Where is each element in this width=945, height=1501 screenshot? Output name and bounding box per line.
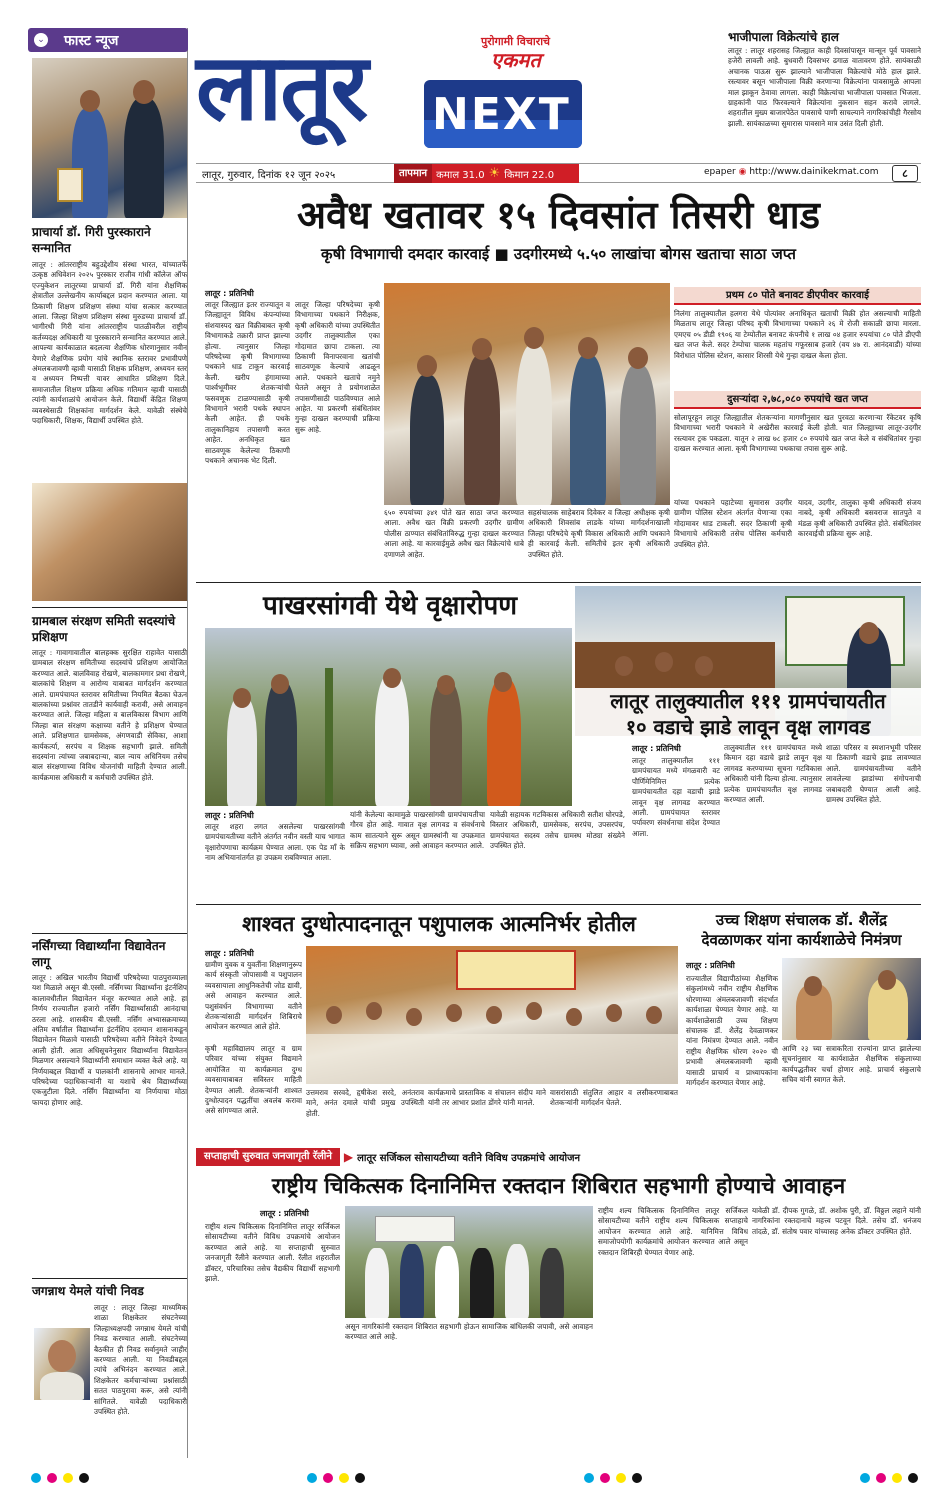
tree-col-1: लातूर शहरा लगत असलेल्या पाखरसांगवी ग्रामपंचायतीच्या वतीने अंतर्गत नवीन वस्ती याच भागात वृक्षारोपणाचा कार्यक्रम घेण्यात आला. एक पेड माँ के नाम अभियानांतर्गत हा उपक्रम राबविण्यात आला.	[205, 822, 345, 863]
date-bar	[196, 163, 921, 183]
page-number: ८	[892, 165, 918, 182]
ribbon-left: सप्ताहाची सुरुवात जनजागृती रॅलीने	[196, 1148, 340, 1166]
dairy-byline: लातूर : प्रतिनिधी	[205, 949, 254, 958]
blood-col-3: यावेळी डॉ. दीपक गुगळे, डॉ. अशोक पुरी, डॉ. विठ्ठल लहाने यांनी नागरिकांना रक्तदानाचे महत्त्व पटवून दिले. तसेच डॉ. धनंजय तांदळे, डॉ. संतोष पवार यांच्यासह अनेक डॉक्टर उपस्थित होते.	[752, 1206, 921, 1236]
tree-col-2: यांनी केलेल्या कामामुळे पाखरसांगवी ग्रामपंचायतीचा गौरव होत आहे. गावात वृक्ष लागवड व संवर्धनाचे काम सातत्याने सुरू असून ग्रामस्थांनी या उपक्रमात सक्रिय सहभाग घ्यावा, असे आवाहन करण्यात आले.	[350, 810, 485, 851]
group-photo-sidebar	[32, 483, 187, 601]
globe-icon: ◉	[738, 167, 747, 177]
sidebar-body-2: लातूर : गावागावातील बालहक्क सुरक्षित राहावेत यासाठी ग्रामबाल संरक्षण समितीच्या सदस्यांचे प्रशिक्षण आयोजित करण्यात आले. बालविवाह रोखणे, बालकामगार प्रथा रोखणे, बालकांचे शिक्षण व आरोग्य याबाबत मार्गदर्शन करण्यात आले. ग्रामपंचायत स्तरावर समितीच्या नियमित बैठका घेऊन बालकांच्या प्रश्नांवर तातडीने कार्यवाही करावी, असे आवाहन करण्यात आले. जिल्हा महिला व बालविकास विभाग आणि जिल्हा बाल संरक्षण कक्षाच्या वतीने हे प्रशिक्षण घेण्यात आले. प्रशिक्षणात ग्रामसेवक, अंगणवाडी सेविका, आशा कार्यकर्त्या, सरपंच व शिक्षक सहभागी झाले. समिती सदस्यांना त्यांच्या जबाबदाऱ्या, बाल न्याय अधिनियम तसेच बाल संरक्षणाच्या विविध योजनांची माहिती देण्यात आली. कार्यक्रमास अधिकारी व कर्मचारी उपस्थित होते.	[32, 648, 187, 782]
panchayat-col-3: शाळा परिसर व स्मशानभूमी परिसर या ठिकाणी वडाचे झाड लावण्यात आले. ग्रामपंचायतीच्या वतीने लावलेल्या झाडांच्या संगोपनाची जबाबदारी घेण्यात आली आहे. ग्रामस्थ उपस्थित होते.	[826, 743, 921, 805]
lead-byline: लातूर : प्रतिनिधी	[205, 289, 254, 298]
temp-min: किमान 22.0	[504, 169, 555, 181]
lead-side2-title: दुसऱ्यांदा २,७८,०८० रुपयांचे खत जप्त	[674, 391, 921, 409]
brief-box	[724, 28, 921, 158]
dairy-caption-1: उत्तमराव सरवदे, हृषीकेश सरदे, अनंतराव माने, अनंत दमाले यांची प्रमुख उपस्थिती होती.	[306, 1088, 424, 1118]
portrait-photo	[34, 1328, 90, 1400]
panchayat-col-1: लातूर तालुक्यातील १११ ग्रामपंचायत मध्ये मंगळवारी वट पौर्णिमेनिमित्त प्रत्येक ग्रामपंचायतीत दहा वडाची झाडे लावून वृक्ष लागवड करण्यात आली. ग्रामपंचायत स्तरावर पर्यावरण संवर्धनाचा संदेश देण्यात आला.	[632, 756, 720, 838]
lead-col-2: लातूर जिल्हा परिषदेच्या कृषी विभागाच्या पथकाने निरीक्षक, कृषी अधिकारी यांच्या उपस्थितीत उदगीर तालुक्यातील एका गोदामात छापा टाकला. त्या ठिकाणी विनापरवाना खतांची साठवणूक केल्याचे आढळून आले. पथकाने खताचे नमुने घेतले असून ते प्रयोगशाळेत तपासणीसाठी पाठविण्यात आले आहेत. या प्रकरणी संबंधितांवर गुन्हा दाखल करण्याची प्रक्रिया सुरू आहे.	[295, 300, 380, 434]
edu-byline: लातूर : प्रतिनिधी	[686, 961, 735, 970]
sidebar-heading-4: जगन्नाथ येमले यांची निवड	[32, 1284, 144, 1298]
sidebar-heading-3: नर्सिंगच्या विद्यार्थ्यांना विद्यावेतन लागू	[32, 939, 166, 969]
blood-col-1: राष्ट्रीय शल्य चिकित्सक दिनानिमित्त लातूर सर्जिकल सोसायटीच्या वतीने विविध उपक्रमांचे आयोजन करण्यात आले आहे. या सप्ताहाची सुरुवात जनजागृती रॅलीने करण्यात आली. रॅलीत शहरातील डॉक्टर, परिचारिका तसेच वैद्यकीय विद्यार्थी सहभागी झाले.	[205, 1222, 340, 1284]
award-photo	[32, 58, 187, 218]
tree-col-3: यावेळी सहायक गटविकास अधिकारी सतीश घोरपडे, विस्तार अधिकारी, ग्रामसेवक, सरपंच, उपसरपंच, ग्रामपंचायत सदस्य तसेच ग्रामस्थ मोठ्या संख्येने उपस्थित होते.	[490, 810, 625, 851]
dairy-col-2: कृषी महाविद्यालय लातूर व ग्राम परिवार यांच्या संयुक्त विद्यमाने आयोजित या कार्यक्रमात दुग्ध व्यवसायाबाबत सविस्तर माहिती देण्यात आली. शेतकऱ्यांनी शाश्वत दुग्धोत्पादन पद्धतींचा अवलंब करावा असे सांगण्यात आले.	[205, 1044, 302, 1116]
chevron-down-icon: ⌄	[34, 33, 48, 47]
panchayat-headline-2: १० वडाचे झाडे लावून वृक्ष लागवड	[575, 714, 921, 740]
epaper-label: epaper	[704, 167, 736, 177]
lead-photo	[384, 283, 670, 505]
fast-news-banner	[28, 28, 188, 52]
lead-side-title: प्रथम ८० पोते बनावट डीएपीवर कारवाई	[674, 287, 921, 305]
ribbon-arrow-icon: ▶	[343, 1150, 354, 1164]
edu-headline-1: उच्च शिक्षण संचालक डॉ. शैलेंद्र	[715, 911, 888, 929]
blood-caption: असून नागरिकांनी रक्तदान शिबिरात सहभागी होऊन सामाजिक बांधिलकी जपावी, असे आवाहन करण्यात आले आहे.	[345, 1322, 593, 1342]
sun-icon: ☀	[488, 166, 501, 181]
brief-body: लातूर : लातूर शहरासह जिल्ह्यात काही दिवसांपासून मान्सून पूर्व पावसाने हजेरी लावली आहे. बुधवारी दिवसभर ढगाळ वातावरण होते. सायंकाळी अचानक पाऊस सुरू झाल्याने भाजीपाला विक्रेत्यांचे मोठे हाल झाले. रस्त्यावर बसून भाजीपाला विक्री करणाऱ्या विक्रेत्यांना पावसामुळे आपला माल झाकून ठेवावा लागला. काही विक्रेत्यांचा भाजीपाला पावसात भिजला. ग्राहकांनी पाठ फिरवल्याने विक्रेत्यांना नुकसान सहन करावे लागले. शहरातील मुख्य बाजारपेठेत पावसाचे पाणी साचल्याने नागरिकांचीही गैरसोय झाली. सायंकाळच्या सुमारास पावसाने मात्र उसंत दिली होती.	[728, 46, 921, 128]
epaper-info	[704, 167, 878, 177]
ribbon-right: लातूर सर्जिकल सोसायटीच्या वतीने विविध उपक्रमांचे आयोजन	[357, 1153, 581, 1164]
lead-col-4: सहसंचालक साहेबराव दिवेकर व जिल्हा अधीक्षक कृषी अधिकारी शिवसांब लाडके यांच्या मार्गदर्शनाखाली जिल्हा परिषदेचे कृषी विकास अधिकारी आणि पथकाने ही कारवाई केली. समितीचे इतर कृषी अधिकारी उपस्थित होते.	[528, 508, 670, 559]
lead-side3-a: यांच्या पथकाने पहाटेच्या सुमारास उदगीर ग्रामीण पोलिस स्टेशन अंतर्गत येणाऱ्या एका गोदामावर धाड टाकली. सदर ठिकाणी कृषी विभागाचे अधिकारी तसेच पोलिस कर्मचारी उपस्थित होते.	[674, 498, 792, 549]
date-line: लातूर, गुरुवार, दिनांक १२ जून २०२५	[202, 170, 336, 181]
lead-side3-b: यादव, उदगीर, तालुका कृषी अधिकारी संजय नाबदे, कृषी अधिकारी बसवराज सातपुते व मंडळ कृषी अधिकारी उपस्थित होते. संबंधितांवर कारवाईची प्रक्रिया सुरू आहे.	[798, 498, 921, 539]
brief-heading: भाजीपाला विक्रेत्यांचे हाल	[728, 30, 839, 44]
lead-col-1: लातूर जिल्ह्यात इतर राज्यातून व जिल्ह्यातून विविध कंपन्यांच्या संशयास्पद खत विक्रीबाबत कृषी विभागाकडे तक्रारी प्राप्त झाल्या होत्या. त्यानुसार जिल्हा परिषदेच्या कृषी विभागाच्या पथकाने धाड टाकून कारवाई केली. खरीप हंगामाच्या पार्श्वभूमीवर शेतकऱ्यांची फसवणूक टाळण्यासाठी कृषी विभागाने भरारी पथके स्थापन केली आहेत. ही पथके तालुकानिहाय तपासणी करत आहेत. अनधिकृत खत साठवणूक केलेल्या ठिकाणी पथकाने अचानक भेट दिली.	[205, 300, 290, 466]
sidebar-body-4: लातूर : लातूर जिल्हा माध्यमिक शाळा शिक्षकेतर संघटनेच्या जिल्हाध्यक्षपदी जगन्नाथ येमले यांची निवड करण्यात आली. संघटनेच्या बैठकीत ही निवड सर्वानुमते जाहीर करण्यात आली. या निवडीबद्दल त्यांचे अभिनंदन करण्यात आले. शिक्षकेतर कर्मचाऱ्यांच्या प्रश्नांसाठी सतत पाठपुरावा करू, असे त्यांनी सांगितले. यावेळी पदाधिकारी उपस्थित होते.	[94, 1303, 187, 1417]
dairy-col-1: ग्रामीण युवक व युवतींना शिक्षणानुरूप कार्य संस्कृती जोपासावी व पशुपालन व्यवसायाला आधुनिकतेची जोड द्यावी, असे आवाहन करण्यात आले. पशुसंवर्धन विभागाच्या वतीने शेतकऱ्यांसाठी मार्गदर्शन शिबिराचे आयोजन करण्यात आले होते.	[205, 960, 302, 1032]
lead-col-3: ६५० रुपयांच्या ३४१ पोते खत साठा जप्त करण्यात आला. अवैध खत विक्री प्रकरणी उदगीर ग्रामीण पोलीस ठाण्यात संबंधितांविरुद्ध गुन्हा दाखल करण्यात आला आहे. या कारवाईमुळे अवैध खत विक्रेत्यांचे धाबे दणाणले आहेत.	[384, 508, 524, 559]
masthead-title: लातूर	[196, 34, 367, 141]
dairy-caption-3: वासरांसाठी संतुलित आहार व लसीकरणाबाबत शेतकऱ्यांनी मार्गदर्शन घेतले.	[550, 1088, 678, 1108]
temp-max: कमाल 31.0	[436, 169, 485, 181]
panchayat-col-2: तालुक्यातील १११ ग्रामपंचायत मध्ये किमान दहा वडाचे झाडे लावून वृक्ष लागवड करण्याच्या सूचना गटविकास अधिकारी यांनी दिल्या होत्या. त्यानुसार प्रत्येक ग्रामपंचायतीत वृक्ष लागवड करण्यात आली.	[724, 743, 822, 805]
ribbon-bar	[196, 1148, 921, 1166]
rally-photo	[345, 1206, 593, 1318]
dairy-group-photo	[306, 946, 678, 1084]
tree-headline: पाखरसांगवी येथे वृक्षारोपण	[262, 591, 518, 621]
tree-plantation-photo	[205, 628, 572, 806]
edu-photo	[782, 958, 921, 1040]
blood-col-2: राष्ट्रीय शल्य चिकित्सक दिनानिमित्त लातूर सर्जिकल सोसायटीच्या वतीने राष्ट्रीय शल्य चिकित्सक सप्ताहाचे आयोजन करण्यात आले आहे. यानिमित्त विविध समाजोपयोगी कार्यक्रमांचे आयोजन करण्यात आले असून रक्तदान शिबिरही घेण्यात येणार आहे.	[598, 1206, 748, 1257]
next-logo-text: NEXT	[432, 89, 571, 140]
epaper-url[interactable]: http://www.dainikekmat.com	[749, 167, 879, 177]
temp-label: तापमान	[394, 164, 432, 183]
panchayat-headline-1: लातूर तालुक्यातील १११ ग्रामपंचायतीत	[575, 688, 921, 714]
masthead	[196, 28, 716, 163]
sidebar-heading-1: प्राचार्या डॉ. गिरी पुरस्काराने सन्मानित	[32, 225, 151, 255]
sidebar-body-3: लातूर : अखिल भारतीय विद्यार्थी परिषदेच्या पाठपुराव्याला यश मिळाले असून बी.एस्सी. नर्सिंगच्या विद्यार्थ्यांना इंटर्नशिप कालावधीतील विद्यावेतन मंजूर करण्यात आले आहे. हा निर्णय राज्यातील हजारो नर्सिंग विद्यार्थ्यांसाठी आनंदाचा ठरला आहे. शासकीय बी.एस्सी. नर्सिंग अभ्यासक्रमाच्या अंतिम वर्षातील विद्यार्थ्यांना इंटर्नशिप दरम्यान शासनाकडून विद्यावेतन मिळावे यासाठी परिषदेच्या वतीने निवेदने देण्यात आली होती. आता अधिसूचनेनुसार विद्यार्थ्यांना विद्यावेतन मिळणार असल्याने विद्यार्थ्यांनी समाधान व्यक्त केले आहे. या निर्णयाबद्दल विद्यार्थी व पालकांनी शासनाचे आभार मानले. परिषदेच्या पदाधिकाऱ्यांनी या यशाचे श्रेय विद्यार्थ्यांच्या एकजुटीला दिले. नर्सिंग विद्यार्थ्यांना या निर्णयाचा मोठा फायदा होणार आहे.	[32, 973, 187, 1107]
lead-side-body: निलंगा तालुक्यातील हलगरा येथे पोत्यांवर अनाधिकृत खताची विक्री होत असल्याची माहिती मिळताच लातूर जिल्हा परिषद कृषी विभागाच्या पथकाने २६ मे रोजी सकाळी छापा मारला. एमएच ०५ डीडी १९०६ या टेम्पोतील बनावट कंपनीचे १ लाख ०४ हजार रुपयांचा ८० पोते डीएपी खत जप्त केले. सदर टेम्पोचा चालक महतांच गफूरसाब हजारे (वय ४७ रा. आनंदवाडी) यांच्या विरोधात पोलिस स्टेशन, कासार शिरसी येथे गुन्हा दाखल केला होता.	[674, 309, 921, 360]
fast-news-label: फास्ट न्यूज	[64, 32, 119, 49]
brand-name: एकमत	[491, 48, 541, 72]
registration-marks	[28, 1468, 921, 1482]
blood-headline: राष्ट्रीय चिकित्सक दिनानिमित्त रक्तदान शिबिरात सहभागी होण्याचे आवाहन	[271, 1174, 846, 1199]
sidebar-body-1: लातूर : आंतरराष्ट्रीय बहुउद्देशीय संस्था भारत, यांच्यातर्फे उत्कृष्ठ अधिवेशन २०२५ पुरस्कार राजीव गांधी कॉलेज ऑफ एज्युकेशन लातूरच्या प्राचार्या डॉ. गिरी यांना शैक्षणिक क्षेत्रातील उल्लेखनीय कार्याबद्दल प्रदान करण्यात आला. या ठिकाणी शिक्षण प्रशिक्षण संस्था यांचा सत्कार करण्यात आला. जिल्हा शिक्षण प्रशिक्षण संस्था मुरुडच्या प्राचार्या डॉ. भागीरथी गिरी यांना आंतरराष्ट्रीय पातळीवरील राष्ट्रीय कर्तव्यदक्ष अधिकारी या पुरस्काराने सन्मानित करण्यात आले. आपल्या कार्यकाळात बदलत्या शैक्षणिक धोरणानुसार नवीन येणारे शैक्षणिक प्रयोग यांचे स्थानिक स्तरावर प्रभावीपणे अंमलबजावणी व्हावी यासाठी शिक्षक प्रशिक्षण, अध्ययन स्तर व अध्ययन निष्पत्ती यावर आधारित प्रशिक्षण दिले. समाजातील शिक्षण प्रक्रिया अधिक गतिमान व्हावी यासाठी त्यांनी कार्यशाळांचे आयोजन केले. विद्यार्थी केंद्रित शिक्षण व्यवस्थेसाठी शिक्षकांना मार्गदर्शन केले. यावेळी संस्थेचे पदाधिकारी, शिक्षक, विद्यार्थी उपस्थित होते.	[32, 260, 187, 426]
brand-tagline: पुरोगामी विचाराचे	[481, 35, 551, 48]
lead-headline: अवैध खतावर १५ दिवसांत तिसरी धाड	[297, 193, 820, 237]
next-logo	[424, 80, 582, 148]
edu-body: राज्यातील विद्यापीठांच्या शैक्षणिक संकुलांमध्ये नवीन राष्ट्रीय शैक्षणिक धोरणाच्या अंमलबजावणी संदर्भात कार्यशाळा घेण्यात येणार आहे. या कार्यशाळेसाठी उच्च शिक्षण संचालक डॉ. शैलेंद्र देवळाणकर यांना निमंत्रण देण्यात आले. नवीन राष्ट्रीय शैक्षणिक धोरण २०२० ची प्रभावी अंमलबजावणी व्हावी यासाठी प्राचार्य व प्राध्यापकांना मार्गदर्शन करण्यात येणार आहे.	[686, 974, 778, 1088]
temp-badge	[394, 164, 579, 183]
lead-subhead: कृषी विभागाची दमदार कारवाई ■ उदगीरमध्ये ५.५० लाखांचा बोगस खताचा साठा जप्त	[321, 245, 796, 263]
dairy-caption-2: कार्यक्रमाचे प्रास्ताविक व संचालन संदीप माने यांनी तर आभार प्रशांत डोंगरे यांनी मानले.	[428, 1088, 546, 1108]
blood-byline: लातूर : प्रतिनिधी	[260, 1209, 309, 1218]
tree-byline: लातूर : प्रतिनिधी	[205, 811, 254, 820]
panchayat-byline: लातूर : प्रतिनिधी	[632, 744, 681, 753]
edu-headline-2: देवळाणकर यांना कार्यशाळेचे निमंत्रण	[701, 931, 902, 949]
left-sidebar	[28, 28, 188, 1458]
edu-body-2: आणि २३ च्या सत्राकरिता राज्यांना प्राप्त झालेल्या सूचनांनुसार या कार्यशाळेत शैक्षणिक संकुलाच्या कार्यपद्धतीवर चर्चा होणार आहे. प्राचार्य संकुलाचे सचिव यांनी स्वागत केले.	[782, 1044, 921, 1085]
sidebar-heading-2: ग्रामबाल संरक्षण समिती सदस्यांचे प्रशिक्षण	[32, 614, 176, 644]
lead-side2-body: सोलापूरहून लातूर जिल्ह्यातील शेतकऱ्यांना मागणीनुसार खत पुरवठा करणाऱ्या रॅकेटवर कृषि विभागाच्या भरारी पथकाने मे अखेरीस कारवाई केली होती. यात जिल्ह्याच्या लातूर-उदगीर रस्त्यावर ट्रक पकडला. यातून २ लाख ७८ हजार ८० रुपयांचे खत जप्त केले व संबंधितांवर गुन्हा दाखल करण्यात आला. कृषी विभागाच्या पथकाचा तपास सुरू आहे.	[674, 413, 921, 454]
dairy-headline: शाश्वत दुग्धोत्पादनातून पशुपालक आत्मनिर्भर होतील	[242, 912, 636, 936]
